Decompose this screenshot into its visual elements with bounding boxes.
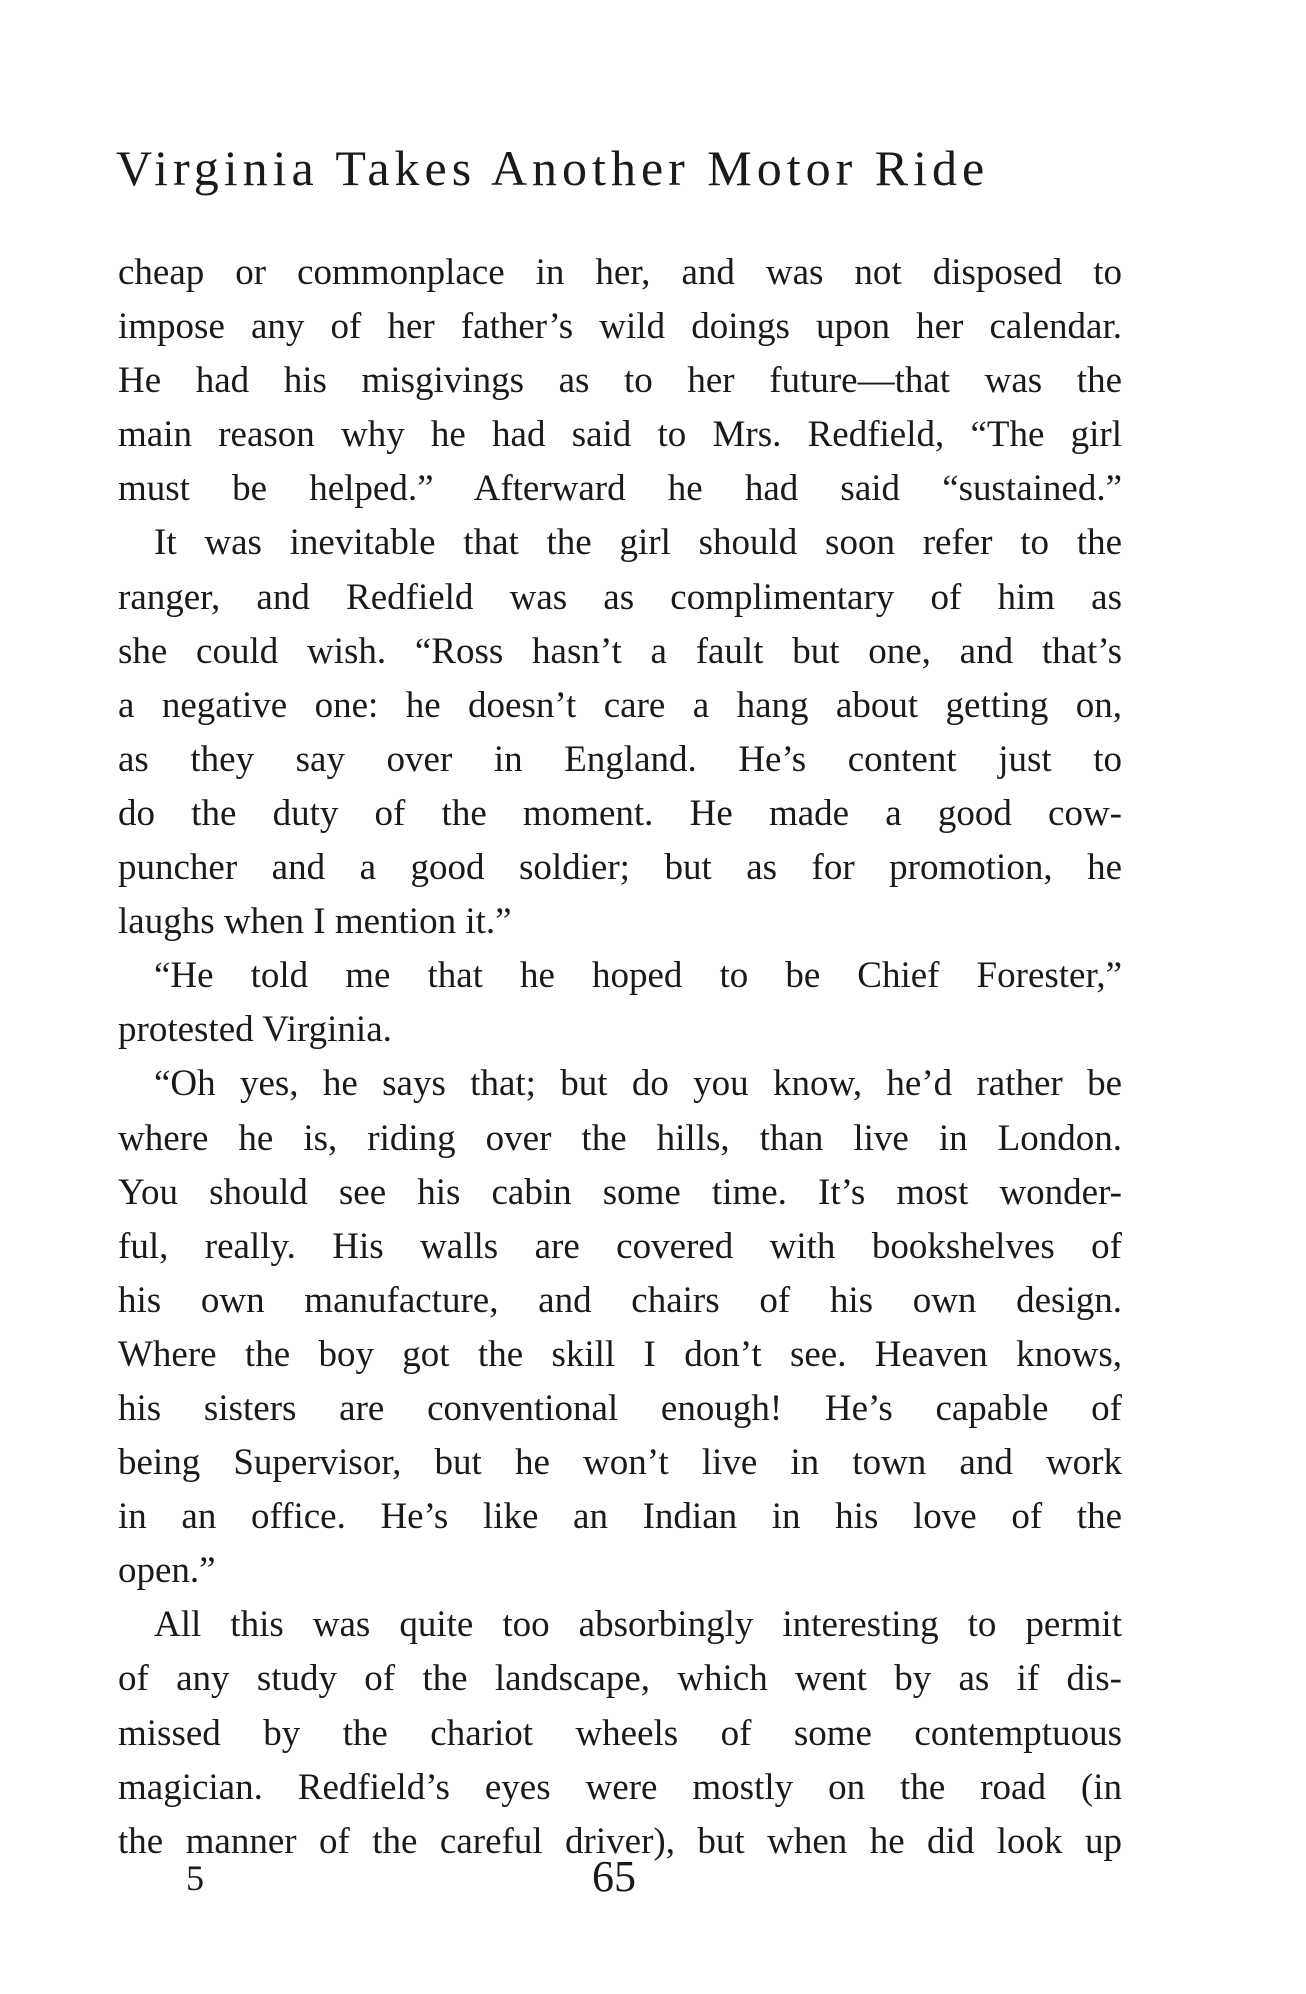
body-text — [118, 246, 1122, 1869]
signature-mark: 5 — [186, 1858, 204, 1898]
text-line: laughs when I mention it.” — [118, 901, 512, 943]
text-line: puncher and a good soldier; but as for promotion, he — [118, 847, 1122, 889]
text-line: You should see his cabin some time. It’s most wonder- — [118, 1171, 1122, 1213]
text-line: Where the boy got the skill I don’t see. Heaven knows, — [118, 1333, 1122, 1375]
text-line: impose any of her father’s wild doings upon her calendar. — [118, 306, 1122, 348]
text-line: a negative one: he doesn’t care a hang about getting on, — [118, 684, 1122, 726]
text-line: missed by the chariot wheels of some contemptuous — [118, 1712, 1122, 1754]
text-line: “Oh yes, he says that; but do you know, he’d rather be — [154, 1063, 1122, 1105]
page-number: 65 — [592, 1852, 636, 1901]
text-line: ranger, and Redfield was as complimentary of him as — [118, 576, 1122, 618]
text-line: in an office. He’s like an Indian in his love of the — [118, 1496, 1122, 1538]
text-line: must be helped.” Afterward he had said “sustained.” — [118, 468, 1122, 510]
text-line: cheap or commonplace in her, and was not disposed to — [118, 252, 1122, 293]
text-line: his own manufacture, and chairs of his own design. — [118, 1279, 1122, 1321]
text-line: protested Virginia. — [118, 1009, 392, 1051]
text-line: magician. Redfield’s eyes were mostly on the road (in — [118, 1766, 1122, 1808]
text-line: being Supervisor, but he won’t live in town and work — [118, 1442, 1122, 1484]
text-line: she could wish. “Ross hasn’t a fault but one, and that’s — [118, 630, 1122, 672]
running-head: Virginia Takes Another Motor Ride — [116, 140, 990, 196]
text-line: of any study of the landscape, which went by as if dis- — [118, 1658, 1122, 1700]
text-line: “He told me that he hoped to be Chief Forester,” — [154, 955, 1122, 997]
text-line: open.” — [118, 1550, 216, 1592]
text-line: as they say over in England. He’s content just to — [118, 738, 1122, 780]
text-line: where he is, riding over the hills, than live in London. — [118, 1117, 1122, 1159]
text-line: main reason why he had said to Mrs. Redfield, “The girl — [118, 414, 1122, 456]
text-line: All this was quite too absorbingly interesting to permit — [154, 1604, 1122, 1646]
text-line: ful, really. His walls are covered with bookshelves of — [118, 1225, 1122, 1267]
text-line: his sisters are conventional enough! He’s capable of — [118, 1387, 1122, 1429]
text-line: do the duty of the moment. He made a good cow- — [118, 792, 1122, 834]
text-line: He had his misgivings as to her future—that was the — [118, 360, 1122, 402]
text-line: It was inevitable that the girl should soon refer to the — [154, 522, 1122, 564]
text-line: the manner of the careful driver), but when he did look up — [118, 1820, 1122, 1862]
